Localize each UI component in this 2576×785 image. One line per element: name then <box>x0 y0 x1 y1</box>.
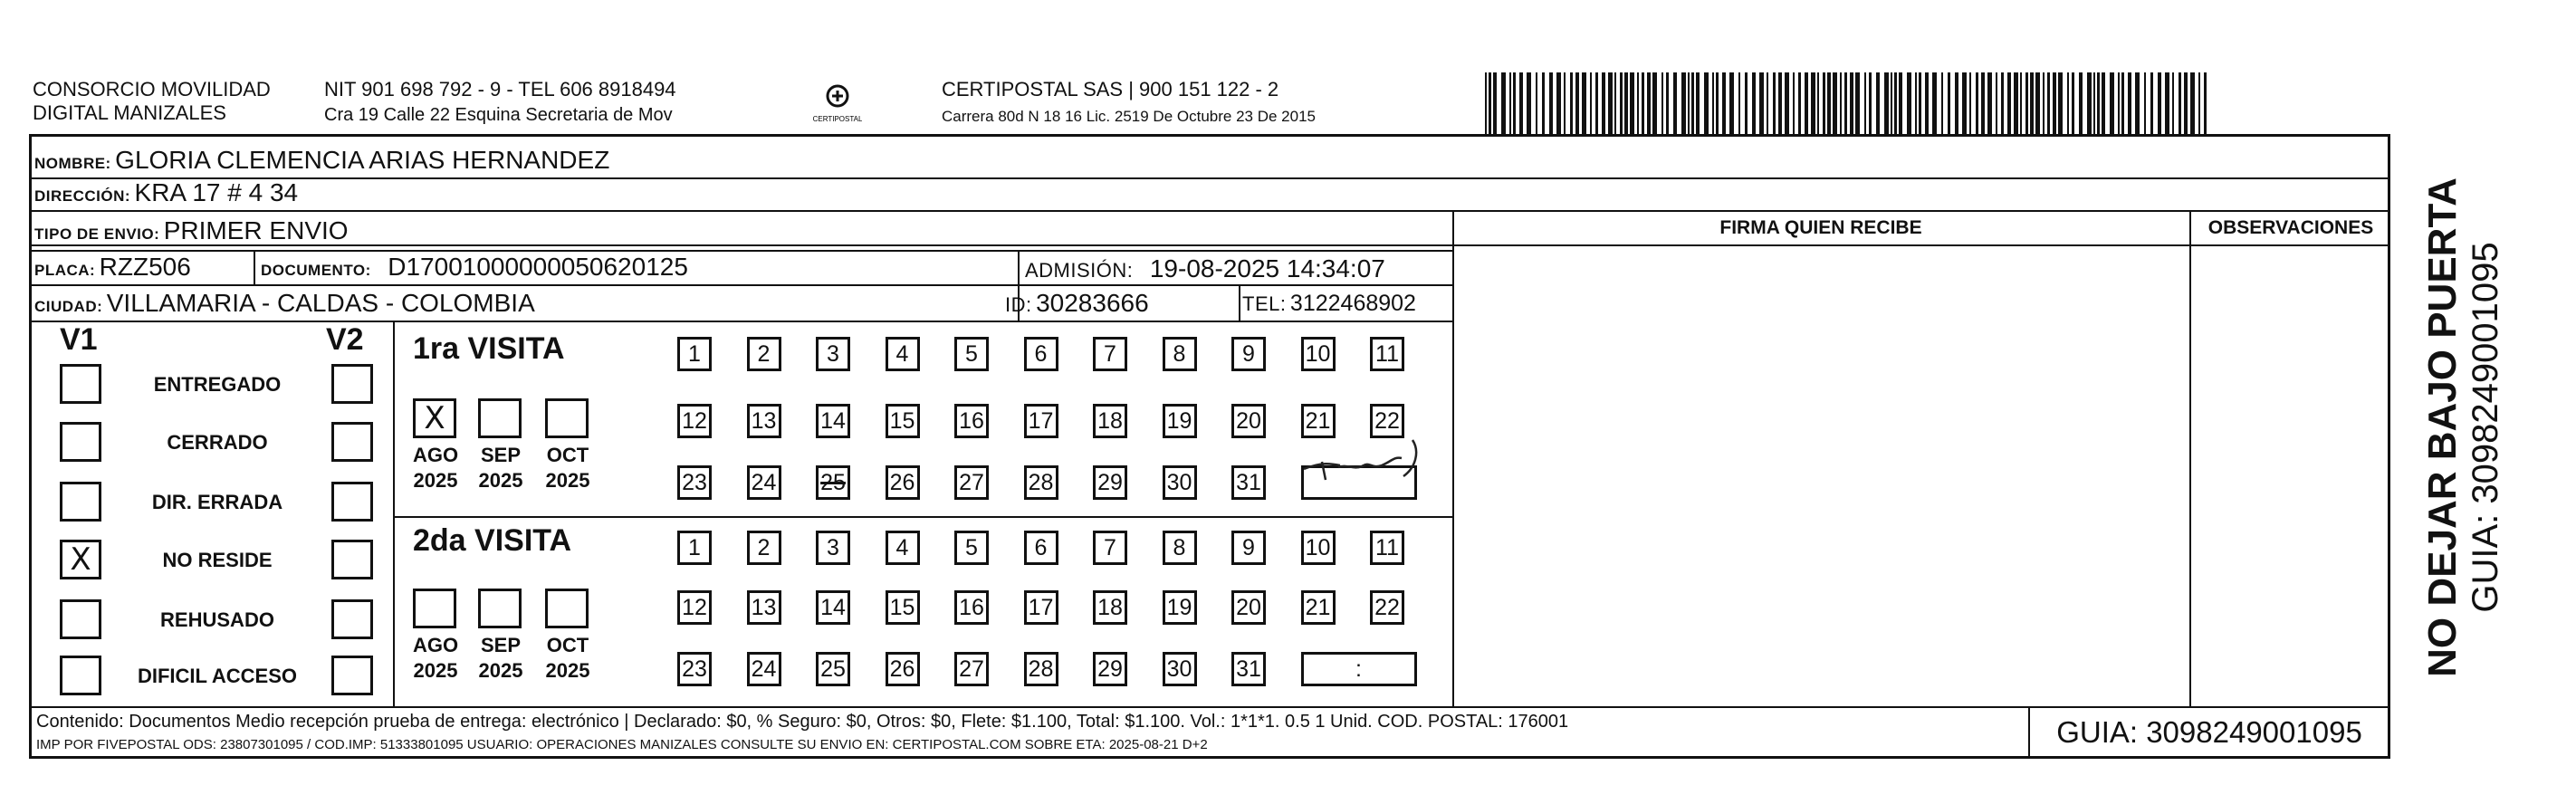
status-v1-checkbox[interactable] <box>60 482 101 522</box>
barcode-bar <box>1981 72 1985 134</box>
barcode-bar <box>2093 72 2095 134</box>
year-label: 2025 <box>478 469 523 492</box>
barcode-bar <box>2190 72 2195 134</box>
day-checkbox[interactable]: 19 <box>1163 404 1197 438</box>
status-label: NO RESIDE <box>162 549 273 571</box>
year-label: 2025 <box>413 469 458 492</box>
barcode-bar <box>1509 72 1511 134</box>
status-v2-checkbox[interactable] <box>331 599 373 639</box>
barcode-bar <box>1642 72 1644 134</box>
day-checkbox[interactable]: 28 <box>1024 465 1058 500</box>
company-name-line2: DIGITAL MANIZALES <box>33 101 226 124</box>
handwritten-note <box>1295 431 1431 503</box>
barcode-bar <box>1637 72 1639 134</box>
barcode-bar <box>1666 72 1669 134</box>
day-checkbox[interactable]: 16 <box>954 590 989 625</box>
day-checkbox[interactable]: 11 <box>1370 531 1404 565</box>
day-checkbox[interactable]: 25 <box>816 652 850 686</box>
barcode-bar <box>1759 72 1764 134</box>
barcode-bar <box>1752 72 1756 134</box>
firma-header: FIRMA QUIEN RECIBE <box>1719 217 1922 238</box>
day-checkbox[interactable]: 6 <box>1024 531 1058 565</box>
barcode-bar <box>2087 72 2092 134</box>
barcode-bar <box>2172 72 2174 134</box>
side-guia: GUIA: 3098249001095 <box>2466 242 2505 613</box>
barcode-bar <box>1738 72 1740 134</box>
status-v2-checkbox[interactable] <box>331 540 373 579</box>
day-checkbox[interactable]: 4 <box>886 531 920 565</box>
barcode-bar <box>1716 72 1719 134</box>
status-v2-checkbox[interactable] <box>331 422 373 462</box>
barcode-bar <box>1840 72 1842 134</box>
company-name-line1: CONSORCIO MOVILIDAD <box>33 78 271 101</box>
barcode-bar <box>2053 72 2056 134</box>
tipo-envio-value: PRIMER ENVIO <box>163 216 349 244</box>
status-v2-checkbox[interactable] <box>331 656 373 695</box>
day-checkbox[interactable]: 29 <box>1093 465 1127 500</box>
day-checkbox[interactable]: 29 <box>1093 652 1127 686</box>
barcode-bar <box>1624 72 1628 134</box>
direccion-label: DIRECCIÓN: <box>34 187 131 205</box>
barcode-bar <box>1527 72 1531 134</box>
month-check-mark: X <box>424 400 445 436</box>
id-row <box>1005 288 1149 323</box>
month-checkbox[interactable] <box>413 589 456 628</box>
day-checkbox[interactable]: 21 <box>1301 590 1336 625</box>
day-checkbox[interactable]: 1 <box>677 337 712 371</box>
day-checkbox[interactable]: 14 <box>816 590 850 625</box>
id-value: 30283666 <box>1036 289 1149 317</box>
barcode-bar <box>1691 72 1694 134</box>
month-checkbox[interactable] <box>545 398 589 438</box>
month-label: AGO <box>412 634 459 656</box>
barcode-bar <box>1630 72 1634 134</box>
day-checkbox[interactable]: 26 <box>886 652 920 686</box>
barcode-bar <box>1712 72 1714 134</box>
day-checkbox[interactable]: 9 <box>1231 531 1266 565</box>
barcode-bar <box>2110 72 2114 134</box>
barcode-bar <box>2128 72 2131 134</box>
day-checkbox[interactable]: 23 <box>677 652 712 686</box>
barcode-bar <box>1817 72 1819 134</box>
barcode-bar <box>2144 72 2146 134</box>
barcode-bar <box>1798 72 1801 134</box>
address-line: Cra 19 Calle 22 Esquina Secretaria de Mov <box>324 105 673 125</box>
barcode-bar <box>2135 72 2140 134</box>
status-label: CERRADO <box>167 431 268 454</box>
carrier-address: Carrera 80d N 18 16 Lic. 2519 De Octubre 23 De 2015 <box>942 108 1316 125</box>
barcode-bar <box>1833 72 1837 134</box>
status-v1-checkbox[interactable] <box>60 540 101 579</box>
day-checkbox[interactable]: 31 <box>1231 465 1266 500</box>
status-check-mark: X <box>70 541 91 578</box>
tipo-envio-label: TIPO DE ENVIO: <box>34 225 160 243</box>
barcode-bar <box>1855 72 1860 134</box>
barcode-bar <box>2067 72 2069 134</box>
day-checkbox[interactable]: 13 <box>747 404 781 438</box>
barcode-bar <box>2121 72 2124 134</box>
day-checkbox[interactable]: 21 <box>1301 404 1336 438</box>
barcode-bar <box>2204 72 2207 134</box>
direccion-value: KRA 17 # 4 34 <box>134 178 299 206</box>
day-checkbox[interactable]: 18 <box>1093 590 1127 625</box>
month-label: SEP <box>480 444 522 466</box>
month-label: OCT <box>546 634 589 656</box>
day-checkbox[interactable]: 12 <box>677 590 712 625</box>
day-checkbox[interactable]: 27 <box>954 465 989 500</box>
barcode-bar <box>1595 72 1598 134</box>
day-checkbox[interactable]: 8 <box>1163 337 1197 371</box>
barcode-bar <box>1556 72 1561 134</box>
barcode-bar <box>2158 72 2161 134</box>
day-checkbox[interactable]: 7 <box>1093 337 1127 371</box>
barcode-bar <box>1987 72 1992 134</box>
day-checkbox[interactable]: 5 <box>954 337 989 371</box>
status-label: DIFICIL ACCESO <box>137 665 297 687</box>
month-checkbox[interactable] <box>478 589 522 628</box>
time-field[interactable]: : <box>1301 652 1417 686</box>
documento-label: DOCUMENTO: <box>261 262 371 279</box>
day-checkbox[interactable]: 3 <box>816 531 850 565</box>
placa-row <box>34 252 191 287</box>
contenido-text: Contenido: Documentos Medio recepción prueba de entrega: electrónico | Declarado: $0, % Seguro: $0, Otros: $0, Flete: $1.100, Total: $1.100. Vol.: 1*1*1. 0.5 1 Unid. COD. POSTAL: 176001 <box>36 712 1569 732</box>
day-checkbox[interactable]: 24 <box>747 465 781 500</box>
barcode-bar <box>1827 72 1831 134</box>
status-v2-checkbox[interactable] <box>331 482 373 522</box>
year-label: 2025 <box>413 659 458 682</box>
day-checkbox[interactable]: 13 <box>747 590 781 625</box>
day-checkbox[interactable]: 15 <box>886 404 920 438</box>
month-label: OCT <box>546 444 589 466</box>
nit-line: NIT 901 698 792 - 9 - TEL 606 8918494 <box>324 78 676 101</box>
barcode-bar <box>2030 72 2034 134</box>
guia-footer: GUIA: 3098249001095 <box>2056 715 2362 749</box>
tel-value: 3122468902 <box>1289 291 1416 316</box>
nombre-row <box>34 145 609 180</box>
day-checkbox[interactable]: 24 <box>747 652 781 686</box>
barcode-bar <box>1688 72 1690 134</box>
barcode-bar <box>1996 72 1997 134</box>
month-checkbox[interactable] <box>413 398 456 438</box>
barcode-bar <box>1575 72 1579 134</box>
year-label: 2025 <box>478 659 523 682</box>
day-checkbox[interactable]: 17 <box>1024 590 1058 625</box>
barcode-bar <box>1915 72 1917 134</box>
barcode-bar <box>1570 72 1573 134</box>
status-v1-checkbox[interactable] <box>60 364 101 404</box>
barcode-bar <box>2165 72 2169 134</box>
barcode-bar <box>2184 72 2188 134</box>
barcode-bar <box>1948 72 1950 134</box>
day-checkbox[interactable]: 10 <box>1301 531 1336 565</box>
barcode-bar <box>2198 72 2200 134</box>
v1-header: V1 <box>60 322 98 357</box>
barcode-bar <box>2102 72 2105 134</box>
day-checkbox[interactable]: 23 <box>677 465 712 500</box>
barcode-bar <box>2020 72 2022 134</box>
barcode-bar <box>1767 72 1768 134</box>
barcode-bar <box>1519 72 1523 134</box>
barcode-bar <box>1919 72 1921 134</box>
day-checkbox[interactable]: 3 <box>816 337 850 371</box>
barcode-bar <box>1844 72 1847 134</box>
barcode-bar <box>1941 72 1943 134</box>
day-checkbox[interactable]: 7 <box>1093 531 1127 565</box>
status-v2-checkbox[interactable] <box>331 364 373 404</box>
barcode-bar <box>2047 72 2050 134</box>
barcode-bar <box>1823 72 1825 134</box>
barcode-bar <box>2118 72 2120 134</box>
carrier-line: CERTIPOSTAL SAS | 900 151 122 - 2 <box>942 78 1279 101</box>
day-checkbox[interactable]: 2 <box>747 337 781 371</box>
day-checkbox[interactable]: 19 <box>1163 590 1197 625</box>
barcode-bar <box>1932 72 1937 134</box>
day-checkbox[interactable]: 4 <box>886 337 920 371</box>
day-checkbox[interactable]: 5 <box>954 531 989 565</box>
barcode-bar <box>1564 72 1566 134</box>
day-checkbox[interactable]: 12 <box>677 404 712 438</box>
barcode-bar <box>1647 72 1651 134</box>
logo-text: CERTIPOSTAL <box>813 115 862 123</box>
barcode-bar <box>1894 72 1897 134</box>
barcode-bar <box>1969 72 1971 134</box>
no-dejar-warning: NO DEJAR BAJO PUERTA <box>2420 177 2465 677</box>
day-checkbox[interactable]: 1 <box>677 531 712 565</box>
day-checkbox[interactable]: 30 <box>1163 652 1197 686</box>
barcode-bar <box>1696 72 1700 134</box>
day-checkbox[interactable]: 10 <box>1301 337 1336 371</box>
placa-label: PLACA: <box>34 262 96 279</box>
ciudad-label: CIUDAD: <box>34 298 103 315</box>
barcode-bar <box>1876 72 1880 134</box>
day-checkbox[interactable]: 17 <box>1024 404 1058 438</box>
barcode-bar <box>2007 72 2011 134</box>
barcode-bar <box>1962 72 1967 134</box>
status-v1-checkbox[interactable] <box>60 422 101 462</box>
status-label: ENTREGADO <box>153 373 282 396</box>
id-label: ID: <box>1005 293 1032 316</box>
barcode-bar <box>1793 72 1795 134</box>
barcode-bar <box>1955 72 1958 134</box>
barcode <box>1485 72 2214 134</box>
admision-value: 19-08-2025 14:34:07 <box>1149 254 1385 282</box>
barcode-bar <box>1493 72 1497 134</box>
day-checkbox[interactable]: 30 <box>1163 465 1197 500</box>
barcode-bar <box>2025 72 2028 134</box>
first-visit-title: 1ra VISITA <box>413 331 565 366</box>
barcode-bar <box>1549 72 1553 134</box>
barcode-bar <box>1590 72 1592 134</box>
barcode-bar <box>1729 72 1734 134</box>
barcode-bar <box>1501 72 1506 134</box>
barcode-bar <box>2079 72 2083 134</box>
status-v1-checkbox[interactable] <box>60 656 101 695</box>
barcode-bar <box>1513 72 1516 134</box>
barcode-bar <box>1907 72 1911 134</box>
barcode-bar <box>1811 72 1815 134</box>
day-checkbox[interactable]: 6 <box>1024 337 1058 371</box>
barcode-bar <box>2043 72 2045 134</box>
barcode-bar <box>1602 72 1605 134</box>
tipo-envio-row <box>34 215 349 251</box>
day-checkbox[interactable]: 20 <box>1231 404 1266 438</box>
day-checkbox[interactable]: 20 <box>1231 590 1266 625</box>
day-checkbox[interactable]: 22 <box>1370 590 1404 625</box>
barcode-bar <box>1785 72 1789 134</box>
day-checkbox[interactable]: 26 <box>886 465 920 500</box>
barcode-bar <box>1582 72 1586 134</box>
status-v1-checkbox[interactable] <box>60 599 101 639</box>
month-label: AGO <box>412 444 459 466</box>
barcode-bar <box>2072 72 2074 134</box>
admision-row <box>1025 254 1385 289</box>
month-checkbox[interactable] <box>545 589 589 628</box>
barcode-bar <box>1925 72 1929 134</box>
day-checkbox[interactable]: 15 <box>886 590 920 625</box>
barcode-bar <box>1884 72 1889 134</box>
ciudad-value: VILLAMARIA - CALDAS - COLOMBIA <box>106 289 535 317</box>
barcode-bar <box>1891 72 1892 134</box>
barcode-bar <box>1620 72 1623 134</box>
day-checkbox[interactable]: 2 <box>747 531 781 565</box>
barcode-bar <box>1652 72 1657 134</box>
barcode-bar <box>1536 72 1537 134</box>
barcode-bar <box>1489 72 1491 134</box>
barcode-bar <box>2014 72 2018 134</box>
day-checkbox[interactable]: 31 <box>1231 652 1266 686</box>
year-label: 2025 <box>545 659 590 682</box>
documento-row <box>261 252 688 287</box>
imp-text: IMP POR FIVEPOSTAL ODS: 23807301095 / COD.IMP: 51333801095 USUARIO: OPERACIONES MANIZALES CONSULTE SU ENVIO EN: CERTIPOSTAL.COM SOBRE ETA: 2025-08-21 D+2 <box>36 737 1208 752</box>
barcode-bar <box>2058 72 2063 134</box>
month-checkbox[interactable] <box>478 398 522 438</box>
barcode-bar <box>1722 72 1726 134</box>
barcode-bar <box>1745 72 1748 134</box>
observaciones-header: OBSERVACIONES <box>2207 217 2374 238</box>
tel-label: TEL: <box>1242 292 1287 315</box>
day-checkbox[interactable]: 16 <box>954 404 989 438</box>
day-checkbox[interactable]: 18 <box>1093 404 1127 438</box>
barcode-bar <box>1899 72 1902 134</box>
certipostal-logo <box>813 80 862 127</box>
barcode-bar <box>1778 72 1782 134</box>
year-label: 2025 <box>545 469 590 492</box>
v2-header: V2 <box>326 322 364 357</box>
barcode-bar <box>1608 72 1613 134</box>
day-checkbox[interactable]: 25 <box>816 465 850 500</box>
barcode-bar <box>1805 72 1808 134</box>
direccion-row <box>34 177 298 213</box>
barcode-bar <box>1673 72 1677 134</box>
day-checkbox[interactable]: 27 <box>954 652 989 686</box>
placa-value: RZZ506 <box>99 253 191 281</box>
status-label: DIR. ERRADA <box>151 491 283 513</box>
documento-value: D17001000000050620125 <box>388 253 688 281</box>
barcode-bar <box>1661 72 1663 134</box>
barcode-bar <box>2001 72 2004 134</box>
barcode-bar <box>1850 72 1853 134</box>
barcode-bar <box>2035 72 2040 134</box>
nombre-value: GLORIA CLEMENCIA ARIAS HERNANDEZ <box>115 146 610 174</box>
second-visit-title: 2da VISITA <box>413 523 572 558</box>
nombre-label: NOMBRE: <box>34 155 111 172</box>
barcode-bar <box>1485 72 1487 134</box>
tel-row <box>1242 288 1416 322</box>
barcode-bar <box>1614 72 1616 134</box>
barcode-bar <box>1681 72 1686 134</box>
barcode-bar <box>1704 72 1709 134</box>
status-label: REHUSADO <box>160 608 274 631</box>
barcode-bar <box>2179 72 2181 134</box>
ciudad-row <box>34 288 535 323</box>
month-label: SEP <box>480 634 522 656</box>
day-checkbox[interactable]: 22 <box>1370 404 1404 438</box>
barcode-bar <box>1976 72 1978 134</box>
barcode-bar <box>1864 72 1866 134</box>
barcode-bar <box>2097 72 2100 134</box>
barcode-bar <box>1869 72 1872 134</box>
day-checkbox[interactable]: 14 <box>816 404 850 438</box>
barcode-bar <box>2150 72 2153 134</box>
day-checkbox[interactable]: 9 <box>1231 337 1266 371</box>
barcode-bar <box>1773 72 1776 134</box>
day-checkbox[interactable]: 28 <box>1024 652 1058 686</box>
day-checkbox[interactable]: 11 <box>1370 337 1404 371</box>
admision-label: ADMISIÓN: <box>1025 259 1134 282</box>
day-checkbox[interactable]: 8 <box>1163 531 1197 565</box>
barcode-bar <box>1542 72 1545 134</box>
